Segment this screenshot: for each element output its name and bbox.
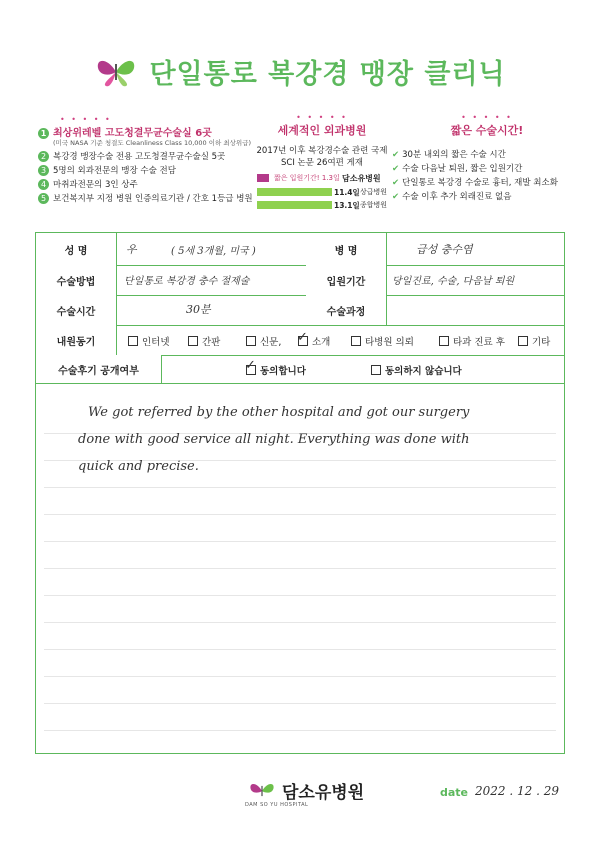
number-badge: 2 xyxy=(38,151,49,162)
page-title: 단일통로 복강경 맹장 클리닉 xyxy=(149,59,506,90)
col3-item xyxy=(392,148,582,162)
bar-label-2: 종합병원 xyxy=(360,201,388,209)
checkbox-icon[interactable] xyxy=(188,336,198,346)
writing-line xyxy=(44,568,556,569)
writing-line xyxy=(44,676,556,677)
review-text-line: done with good service all night. Everything was done with xyxy=(78,432,470,447)
number-badge: 1 xyxy=(38,128,49,139)
row-motive xyxy=(36,325,564,356)
check-icon: ✔ xyxy=(392,150,400,160)
row-method xyxy=(36,265,564,296)
writing-line xyxy=(44,541,556,542)
bar-value-2: 13.1일 xyxy=(334,201,360,210)
consent-option-label: 동의합니다 xyxy=(260,366,306,377)
motive-option[interactable] xyxy=(297,330,331,348)
check-mark-icon: ✓ xyxy=(245,358,256,373)
number-badge: 5 xyxy=(38,193,49,204)
col1-item-text: 복강경 맹장수술 전용 고도청결무균수술실 5곳 xyxy=(53,152,226,162)
motive-option-label: 간판 xyxy=(202,337,221,348)
consent-option-label: 동의하지 않습니다 xyxy=(385,366,462,377)
col3-item xyxy=(392,162,582,176)
motive-option-label: 타병원 의뢰 xyxy=(365,337,414,348)
value-op-time: 30분 xyxy=(186,303,211,316)
decor-dots: • • • • • xyxy=(296,113,348,122)
motive-option[interactable] xyxy=(188,334,220,348)
review-form xyxy=(35,232,565,754)
motive-option[interactable] xyxy=(246,334,281,348)
checkbox-icon[interactable] xyxy=(518,336,528,346)
checkbox-icon[interactable] xyxy=(351,336,361,346)
motive-option[interactable] xyxy=(128,334,170,348)
writing-line xyxy=(44,730,556,731)
writing-line xyxy=(44,514,556,515)
col3-item-text: 단일통로 복강경 수술로 흉터, 재발 최소화 xyxy=(402,178,558,188)
label-name: 성 명 xyxy=(36,233,116,265)
writing-line xyxy=(44,487,556,488)
decor-dots: • • • • • xyxy=(461,113,513,122)
col3-heading: 짧은 수술시간! xyxy=(450,124,524,137)
col1-item-text: 보건복지부 지정 병원 인증의료기관 / 간호 1등급 병원 xyxy=(53,194,253,204)
number-badge: 3 xyxy=(38,165,49,176)
checkbox-icon[interactable] xyxy=(439,336,449,346)
butterfly-logo-icon xyxy=(94,54,138,90)
checkbox-icon[interactable] xyxy=(128,336,138,346)
logo-subtext: DAM SO YU HOSPITAL xyxy=(245,802,309,808)
col2-heading: 세계적인 외과병원 xyxy=(277,124,367,137)
checked-box-icon[interactable] xyxy=(297,330,308,346)
col1-item xyxy=(38,164,258,178)
label-method: 수술방법 xyxy=(36,265,116,295)
page-header xyxy=(0,52,600,91)
bar-label-1: 상급병원 xyxy=(360,188,388,196)
number-badge: 4 xyxy=(38,179,49,190)
motive-option-label: 인터넷 xyxy=(142,337,170,348)
col3-item-text: 수술 다음날 퇴원, 짧은 입원기간 xyxy=(402,164,523,174)
col3-item xyxy=(392,190,582,204)
check-icon: ✔ xyxy=(392,192,400,202)
col1-heading: 1 최상위레벨 고도청결무균수술실 6곳 xyxy=(38,124,258,139)
bar-fill-2 xyxy=(257,201,332,209)
row-name xyxy=(36,233,564,266)
checkbox-icon[interactable] xyxy=(371,365,381,375)
feature-column-surgery xyxy=(252,113,392,216)
col1-item xyxy=(38,150,258,164)
value-name-note: ( 5세 3개월, 미국 ) xyxy=(171,246,256,257)
legend-swatch xyxy=(257,174,269,182)
col2-line1: 2017년 이후 복강경수술 관련 국제 xyxy=(256,146,388,156)
footer-brand: 담소유병원 xyxy=(282,783,365,803)
consent-option[interactable] xyxy=(245,358,306,377)
legend-label: 짧은 입원기간! 1.3일 xyxy=(274,174,340,182)
col1-item-text: 5명의 외과전문의 맹장 수술 전담 xyxy=(53,166,176,176)
review-text-line: quick and precise. xyxy=(78,459,199,474)
value-name: 우 xyxy=(126,243,137,256)
checked-box-icon[interactable] xyxy=(245,358,256,375)
bar-fill-1 xyxy=(257,188,332,196)
row-consent xyxy=(36,355,564,384)
col1-item xyxy=(38,178,258,192)
col3-item-text: 30분 내외의 짧은 수술 시간 xyxy=(402,150,506,160)
feature-column-short-time xyxy=(392,113,582,204)
label-consent: 수술후기 공개여부 xyxy=(36,355,161,383)
motive-option-label: 신문, xyxy=(260,337,282,348)
motive-option-label: 타과 진료 후 xyxy=(453,337,505,348)
checkbox-icon[interactable] xyxy=(246,336,256,346)
butterfly-logo-icon xyxy=(248,779,276,803)
motive-option[interactable] xyxy=(439,334,505,348)
col1-item xyxy=(38,192,258,206)
col3-item-text: 수술 이후 추가 외래진료 없음 xyxy=(402,192,512,202)
row-op-time xyxy=(36,295,564,326)
value-method: 단일통로 복강경 충수 절제술 xyxy=(124,276,250,287)
date-value: 2022 . 12 . 29 xyxy=(475,784,559,798)
label-op-process: 수술과정 xyxy=(306,295,386,325)
consent-option[interactable] xyxy=(371,363,462,377)
motive-option[interactable] xyxy=(351,334,414,348)
label-op-time: 수술시간 xyxy=(36,295,116,325)
decor-dots: • • • • • xyxy=(60,115,112,124)
label-admission: 입원기간 xyxy=(306,265,386,295)
label-motive: 내원동기 xyxy=(36,325,116,355)
motive-option-label: 기타 xyxy=(532,337,551,348)
label-disease: 병 명 xyxy=(306,233,386,265)
check-mark-icon: ✓ xyxy=(297,330,308,345)
col1-heading-sub: (미국 NASA 기준 청결도 Cleanliness Class 10,000 이하 최상위급) xyxy=(53,139,252,147)
writing-line xyxy=(44,703,556,704)
motive-option[interactable] xyxy=(518,334,550,348)
legend-brand: 담소유병원 xyxy=(342,174,381,183)
bar-value-1: 11.4일 xyxy=(334,188,360,197)
review-text-line: We got referred by the other hospital and got our surgery xyxy=(88,405,470,420)
date-label: date xyxy=(440,786,469,799)
writing-line xyxy=(44,622,556,623)
stay-comparison-chart xyxy=(252,172,392,216)
col1-item-text: 마취과전문의 3인 상주 xyxy=(53,180,138,190)
writing-line xyxy=(44,649,556,650)
value-disease: 급성 충수염 xyxy=(416,243,473,256)
check-icon: ✔ xyxy=(392,178,400,188)
footer-brand-block xyxy=(248,778,364,803)
feature-column-cleanroom xyxy=(38,115,258,206)
check-icon: ✔ xyxy=(392,164,400,174)
writing-line xyxy=(44,595,556,596)
col3-item xyxy=(392,176,582,190)
value-admission: 당일진료, 수술, 다음날 퇴원 xyxy=(392,276,515,287)
motive-option-label: 소개 xyxy=(312,337,331,348)
col2-line2: SCI 논문 26여편 게재 xyxy=(280,158,364,168)
